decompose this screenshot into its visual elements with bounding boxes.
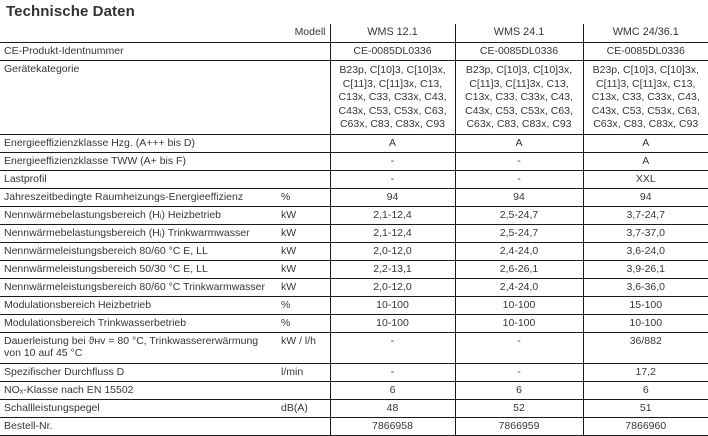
row-label: NOₓ-Klasse nach EN 15502 <box>4 383 134 396</box>
table-row <box>0 260 708 278</box>
row-value: 3,6-24,0 <box>583 242 708 260</box>
row-value: A <box>455 134 583 152</box>
row-value: B23p, C[10]3, C[10]3x, C[11]3, C[11]3x, C13, C13x, C33, C33x, C43, C43x, C53, C53x, C63, C63x, C83, C83x, C93 <box>583 61 708 135</box>
row-label: Modulationsbereich Trinkwasserbetrieb <box>4 316 187 329</box>
row-label: Bestell-Nr. <box>4 419 53 432</box>
row-value: 10-100 <box>455 314 583 332</box>
table-row <box>0 296 708 314</box>
row-label: Energieeffizienzklasse TWW (A+ bis F) <box>4 154 186 167</box>
row-value: 7866959 <box>455 417 583 435</box>
row-unit <box>277 381 330 399</box>
row-value: 3,9-26,1 <box>583 260 708 278</box>
table-row <box>0 43 708 61</box>
row-value: - <box>455 363 583 381</box>
column-header-wms-24-1: WMS 24.1 <box>455 24 583 43</box>
row-value: 7866960 <box>583 417 708 435</box>
row-label: CE-Produkt-Identnummer <box>4 45 124 57</box>
row-value: 48 <box>330 399 455 417</box>
row-label: Nennwärmebelastungsbereich (Hᵢ) Heizbetrieb <box>4 208 222 221</box>
row-value: 3,6-36,0 <box>583 278 708 296</box>
table-row <box>0 314 708 332</box>
row-value: A <box>583 152 708 170</box>
table-row <box>0 242 708 260</box>
row-value: 51 <box>583 399 708 417</box>
row-label: Gerätekategorie <box>4 63 80 75</box>
table-row <box>0 134 708 152</box>
row-unit: dB(A) <box>281 401 308 414</box>
table-row <box>0 206 708 224</box>
row-label: Schallleistungspegel <box>4 401 100 414</box>
row-unit: % <box>281 298 291 311</box>
row-label: Spezifischer Durchfluss D <box>4 365 125 378</box>
row-unit <box>277 61 330 135</box>
row-value: 6 <box>455 381 583 399</box>
row-value: 10-100 <box>455 296 583 314</box>
row-value: 3,7-37,0 <box>583 224 708 242</box>
modell-header-label: Modell <box>294 26 326 38</box>
table-row <box>0 399 708 417</box>
row-value: 2,4-24,0 <box>455 242 583 260</box>
row-value: - <box>330 170 455 188</box>
row-value: - <box>330 152 455 170</box>
row-unit <box>277 134 330 152</box>
row-value: 94 <box>583 188 708 206</box>
row-value: A <box>583 134 708 152</box>
column-header-wmc-24-36-1: WMC 24/36.1 <box>583 24 708 43</box>
row-unit: l/min <box>281 365 304 378</box>
row-unit: % <box>281 190 291 203</box>
row-value: CE-0085DL0336 <box>330 43 455 61</box>
row-value: - <box>330 363 455 381</box>
table-row <box>0 170 708 188</box>
row-value: 2,1-12,4 <box>330 224 455 242</box>
row-value: - <box>455 152 583 170</box>
row-value: CE-0085DL0336 <box>583 43 708 61</box>
row-unit: % <box>281 316 291 329</box>
row-unit: kW <box>281 244 297 257</box>
table-row <box>0 224 708 242</box>
row-value: 2,5-24,7 <box>455 206 583 224</box>
row-value: 94 <box>455 188 583 206</box>
row-unit <box>277 417 330 435</box>
row-value: 6 <box>330 381 455 399</box>
row-value: 10-100 <box>583 314 708 332</box>
table-row <box>0 381 708 399</box>
technical-data-table <box>0 24 708 436</box>
row-value: 2,6-26,1 <box>455 260 583 278</box>
row-value: 2,0-12,0 <box>330 278 455 296</box>
row-value: 15-100 <box>583 296 708 314</box>
row-value: 52 <box>455 399 583 417</box>
row-unit: kW <box>281 208 297 221</box>
row-value: 10-100 <box>330 296 455 314</box>
row-value: A <box>330 134 455 152</box>
row-unit <box>277 152 330 170</box>
table-row <box>0 332 708 363</box>
row-value: - <box>330 332 455 363</box>
row-value: 3,7-24,7 <box>583 206 708 224</box>
row-value: 7866958 <box>330 417 455 435</box>
row-label: Nennwärmeleistungsbereich 80/60 °C E, LL <box>4 244 208 257</box>
row-value: 2,2-13,1 <box>330 260 455 278</box>
row-value: 6 <box>583 381 708 399</box>
row-value: B23p, C[10]3, C[10]3x, C[11]3, C[11]3x, C13, C13x, C33, C33x, C43, C43x, C53, C53x, C63, C63x, C83, C83x, C93 <box>455 61 583 135</box>
row-value: 2,4-24,0 <box>455 278 583 296</box>
row-value: - <box>455 170 583 188</box>
row-unit: kW <box>281 226 297 239</box>
row-value: CE-0085DL0336 <box>455 43 583 61</box>
row-value: XXL <box>583 170 708 188</box>
row-value: 2,0-12,0 <box>330 242 455 260</box>
row-value: 94 <box>330 188 455 206</box>
row-unit <box>277 170 330 188</box>
row-label: Nennwärmeleistungsbereich 50/30 °C E, LL <box>4 262 208 275</box>
row-label: Modulationsbereich Heizbetrieb <box>4 298 152 311</box>
column-header-wms-12-1: WMS 12.1 <box>330 24 455 43</box>
row-unit <box>277 43 330 61</box>
row-unit: kW / l/h <box>281 334 317 347</box>
row-label: Dauerleistung bei ϑʜᴠ = 80 °C, Trinkwassererwärmung von 10 auf 45 °C <box>4 334 259 359</box>
table-row <box>0 417 708 435</box>
row-label: Lastprofil <box>4 172 47 185</box>
row-label: Nennwärmebelastungsbereich (Hᵢ) Trinkwarmwasser <box>4 226 250 239</box>
row-value: 10-100 <box>330 314 455 332</box>
table-row <box>0 61 708 135</box>
row-value: 17,2 <box>583 363 708 381</box>
table-header-row <box>0 24 708 43</box>
page-title: Technische Daten <box>6 3 135 20</box>
row-value: 36/882 <box>583 332 708 363</box>
row-label: Energieeffizienzklasse Hzg. (A+++ bis D) <box>4 136 195 149</box>
row-unit: kW <box>281 280 297 293</box>
row-label: Nennwärmeleistungsbereich 80/60 °C Trinkwarmwasser <box>4 280 265 293</box>
table-row <box>0 152 708 170</box>
table-row <box>0 363 708 381</box>
row-value: B23p, C[10]3, C[10]3x, C[11]3, C[11]3x, C13, C13x, C33, C33x, C43, C43x, C53, C53x, C63, C63x, C83, C83x, C93 <box>330 61 455 135</box>
row-unit: kW <box>281 262 297 275</box>
row-label: Jahreszeitbedingte Raumheizungs-Energieeffizienz <box>4 190 244 203</box>
row-value: - <box>455 332 583 363</box>
row-value: 2,1-12,4 <box>330 206 455 224</box>
table-row <box>0 188 708 206</box>
row-value: 2,5-24,7 <box>455 224 583 242</box>
table-row <box>0 278 708 296</box>
technical-data-sheet <box>0 3 708 432</box>
